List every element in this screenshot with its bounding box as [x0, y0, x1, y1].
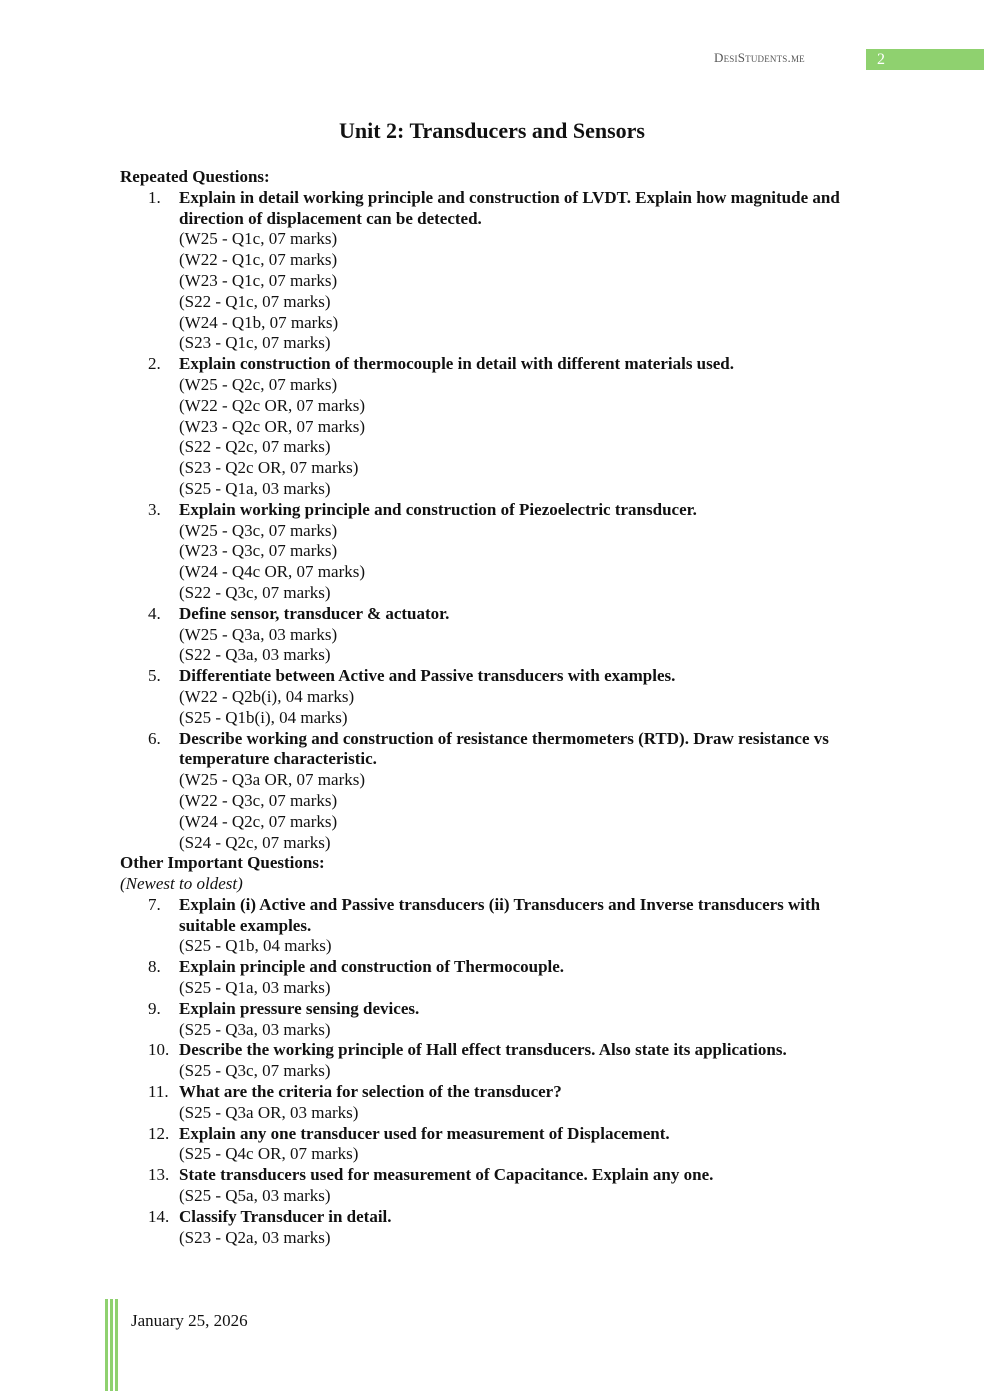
question-text: Describe working and construction of resistance thermometers (RTD). Draw resistance vs temperature characteristic.	[179, 728, 829, 769]
question-item	[120, 354, 880, 500]
question-text: Classify Transducer in detail.	[179, 1206, 392, 1226]
question-text: Explain in detail working principle and construction of LVDT. Explain how magnitude and direction of displacement can be detected.	[179, 187, 840, 228]
question-text: Explain any one transducer used for measurement of Displacement.	[179, 1123, 670, 1143]
question-number: 14.	[148, 1206, 170, 1226]
exam-reference: (S23 - Q2a, 03 marks)	[179, 1227, 331, 1247]
page-title: Unit 2: Transducers and Sensors	[338, 118, 645, 143]
question-item	[120, 999, 880, 1041]
exam-reference: (W25 - Q3a OR, 07 marks)	[179, 770, 366, 790]
section-heading: Repeated Questions:	[120, 167, 270, 186]
question-item	[120, 1124, 880, 1166]
question-list	[120, 188, 880, 854]
document-body	[120, 167, 880, 1248]
exam-reference: (S25 - Q4c OR, 07 marks)	[179, 1144, 359, 1164]
exam-reference: (W25 - Q2c, 07 marks)	[179, 374, 338, 394]
exam-reference: (W23 - Q3c, 07 marks)	[179, 541, 338, 561]
question-item	[120, 729, 880, 854]
question-item	[120, 957, 880, 999]
exam-reference: (S25 - Q1b(i), 04 marks)	[179, 707, 348, 727]
question-text: State transducers used for measurement of Capacitance. Explain any one.	[179, 1165, 714, 1185]
exam-reference: (W22 - Q3c, 07 marks)	[179, 790, 338, 810]
exam-reference: (S22 - Q3a, 03 marks)	[179, 645, 331, 665]
exam-reference: (W22 - Q2c OR, 07 marks)	[179, 395, 366, 415]
question-number: 10.	[148, 1040, 170, 1060]
exam-reference: (S24 - Q2c, 07 marks)	[179, 832, 331, 852]
footer-bar	[115, 1299, 118, 1391]
exam-reference: (S22 - Q2c, 07 marks)	[179, 437, 331, 457]
footer-bar	[105, 1299, 108, 1391]
question-item	[120, 1082, 880, 1124]
question-item	[120, 500, 880, 604]
question-number: 5.	[148, 666, 161, 686]
question-text: Describe the working principle of Hall effect transducers. Also state its applications.	[179, 1040, 787, 1060]
question-item	[120, 1040, 880, 1082]
exam-reference: (S25 - Q1b, 04 marks)	[179, 936, 332, 956]
question-number: 12.	[148, 1123, 170, 1143]
exam-reference: (S23 - Q2c OR, 07 marks)	[179, 458, 359, 478]
site-brand: DesiStudents.me	[714, 50, 805, 65]
question-text: Explain principle and construction of Thermocouple.	[179, 957, 565, 977]
question-number: 8.	[148, 957, 161, 977]
footer-bar	[110, 1299, 113, 1391]
exam-reference: (S25 - Q3a, 03 marks)	[179, 1019, 331, 1039]
exam-reference: (W25 - Q3a, 03 marks)	[179, 624, 338, 644]
exam-reference: (S25 - Q1a, 03 marks)	[179, 478, 331, 498]
question-number: 2.	[148, 354, 161, 374]
question-item	[120, 1165, 880, 1207]
exam-reference: (W25 - Q1c, 07 marks)	[179, 229, 338, 249]
exam-reference: (S25 - Q1a, 03 marks)	[179, 978, 331, 998]
question-item	[120, 895, 880, 957]
exam-reference: (S25 - Q5a, 03 marks)	[179, 1186, 331, 1206]
exam-reference: (W24 - Q2c, 07 marks)	[179, 811, 338, 831]
page-number: 2	[866, 49, 984, 70]
section-note: (Newest to oldest)	[120, 874, 243, 894]
exam-reference: (W25 - Q3c, 07 marks)	[179, 520, 338, 540]
question-number: 6.	[148, 728, 161, 748]
question-number: 4.	[148, 603, 161, 623]
exam-reference: (W23 - Q1c, 07 marks)	[179, 270, 338, 290]
exam-reference: (W24 - Q4c OR, 07 marks)	[179, 562, 366, 582]
question-item	[120, 666, 880, 728]
question-text: Explain construction of thermocouple in detail with different materials used.	[179, 354, 734, 374]
question-list	[120, 895, 880, 1249]
question-number: 7.	[148, 894, 161, 914]
exam-reference: (S25 - Q3c, 07 marks)	[179, 1061, 331, 1081]
question-text: Explain pressure sensing devices.	[179, 998, 420, 1018]
question-number: 3.	[148, 499, 161, 519]
exam-reference: (W22 - Q2b(i), 04 marks)	[179, 686, 355, 706]
question-text: Define sensor, transducer & actuator.	[179, 603, 450, 623]
exam-reference: (S22 - Q1c, 07 marks)	[179, 291, 331, 311]
exam-reference: (S25 - Q3a OR, 03 marks)	[179, 1102, 359, 1122]
question-item	[120, 604, 880, 666]
exam-reference: (W24 - Q1b, 07 marks)	[179, 312, 339, 332]
footer-date: January 25, 2026	[131, 1311, 248, 1330]
question-text: Differentiate between Active and Passive transducers with examples.	[179, 666, 676, 686]
exam-reference: (W23 - Q2c OR, 07 marks)	[179, 416, 366, 436]
question-item	[120, 188, 880, 354]
question-number: 11.	[148, 1082, 169, 1102]
exam-reference: (S23 - Q1c, 07 marks)	[179, 333, 331, 353]
question-number: 9.	[148, 998, 161, 1018]
footer-decoration-bars	[105, 1299, 119, 1391]
section-heading: Other Important Questions:	[120, 853, 325, 873]
exam-reference: (W22 - Q1c, 07 marks)	[179, 250, 338, 270]
exam-reference: (S22 - Q3c, 07 marks)	[179, 582, 331, 602]
question-text: What are the criteria for selection of the transducer?	[179, 1082, 562, 1102]
question-text: Explain working principle and construction of Piezoelectric transducer.	[179, 499, 697, 519]
question-item	[120, 1207, 880, 1249]
question-number: 13.	[148, 1165, 170, 1185]
question-number: 1.	[148, 187, 161, 207]
question-text: Explain (i) Active and Passive transducers (ii) Transducers and Inverse transducers with suitable examples.	[179, 894, 821, 935]
